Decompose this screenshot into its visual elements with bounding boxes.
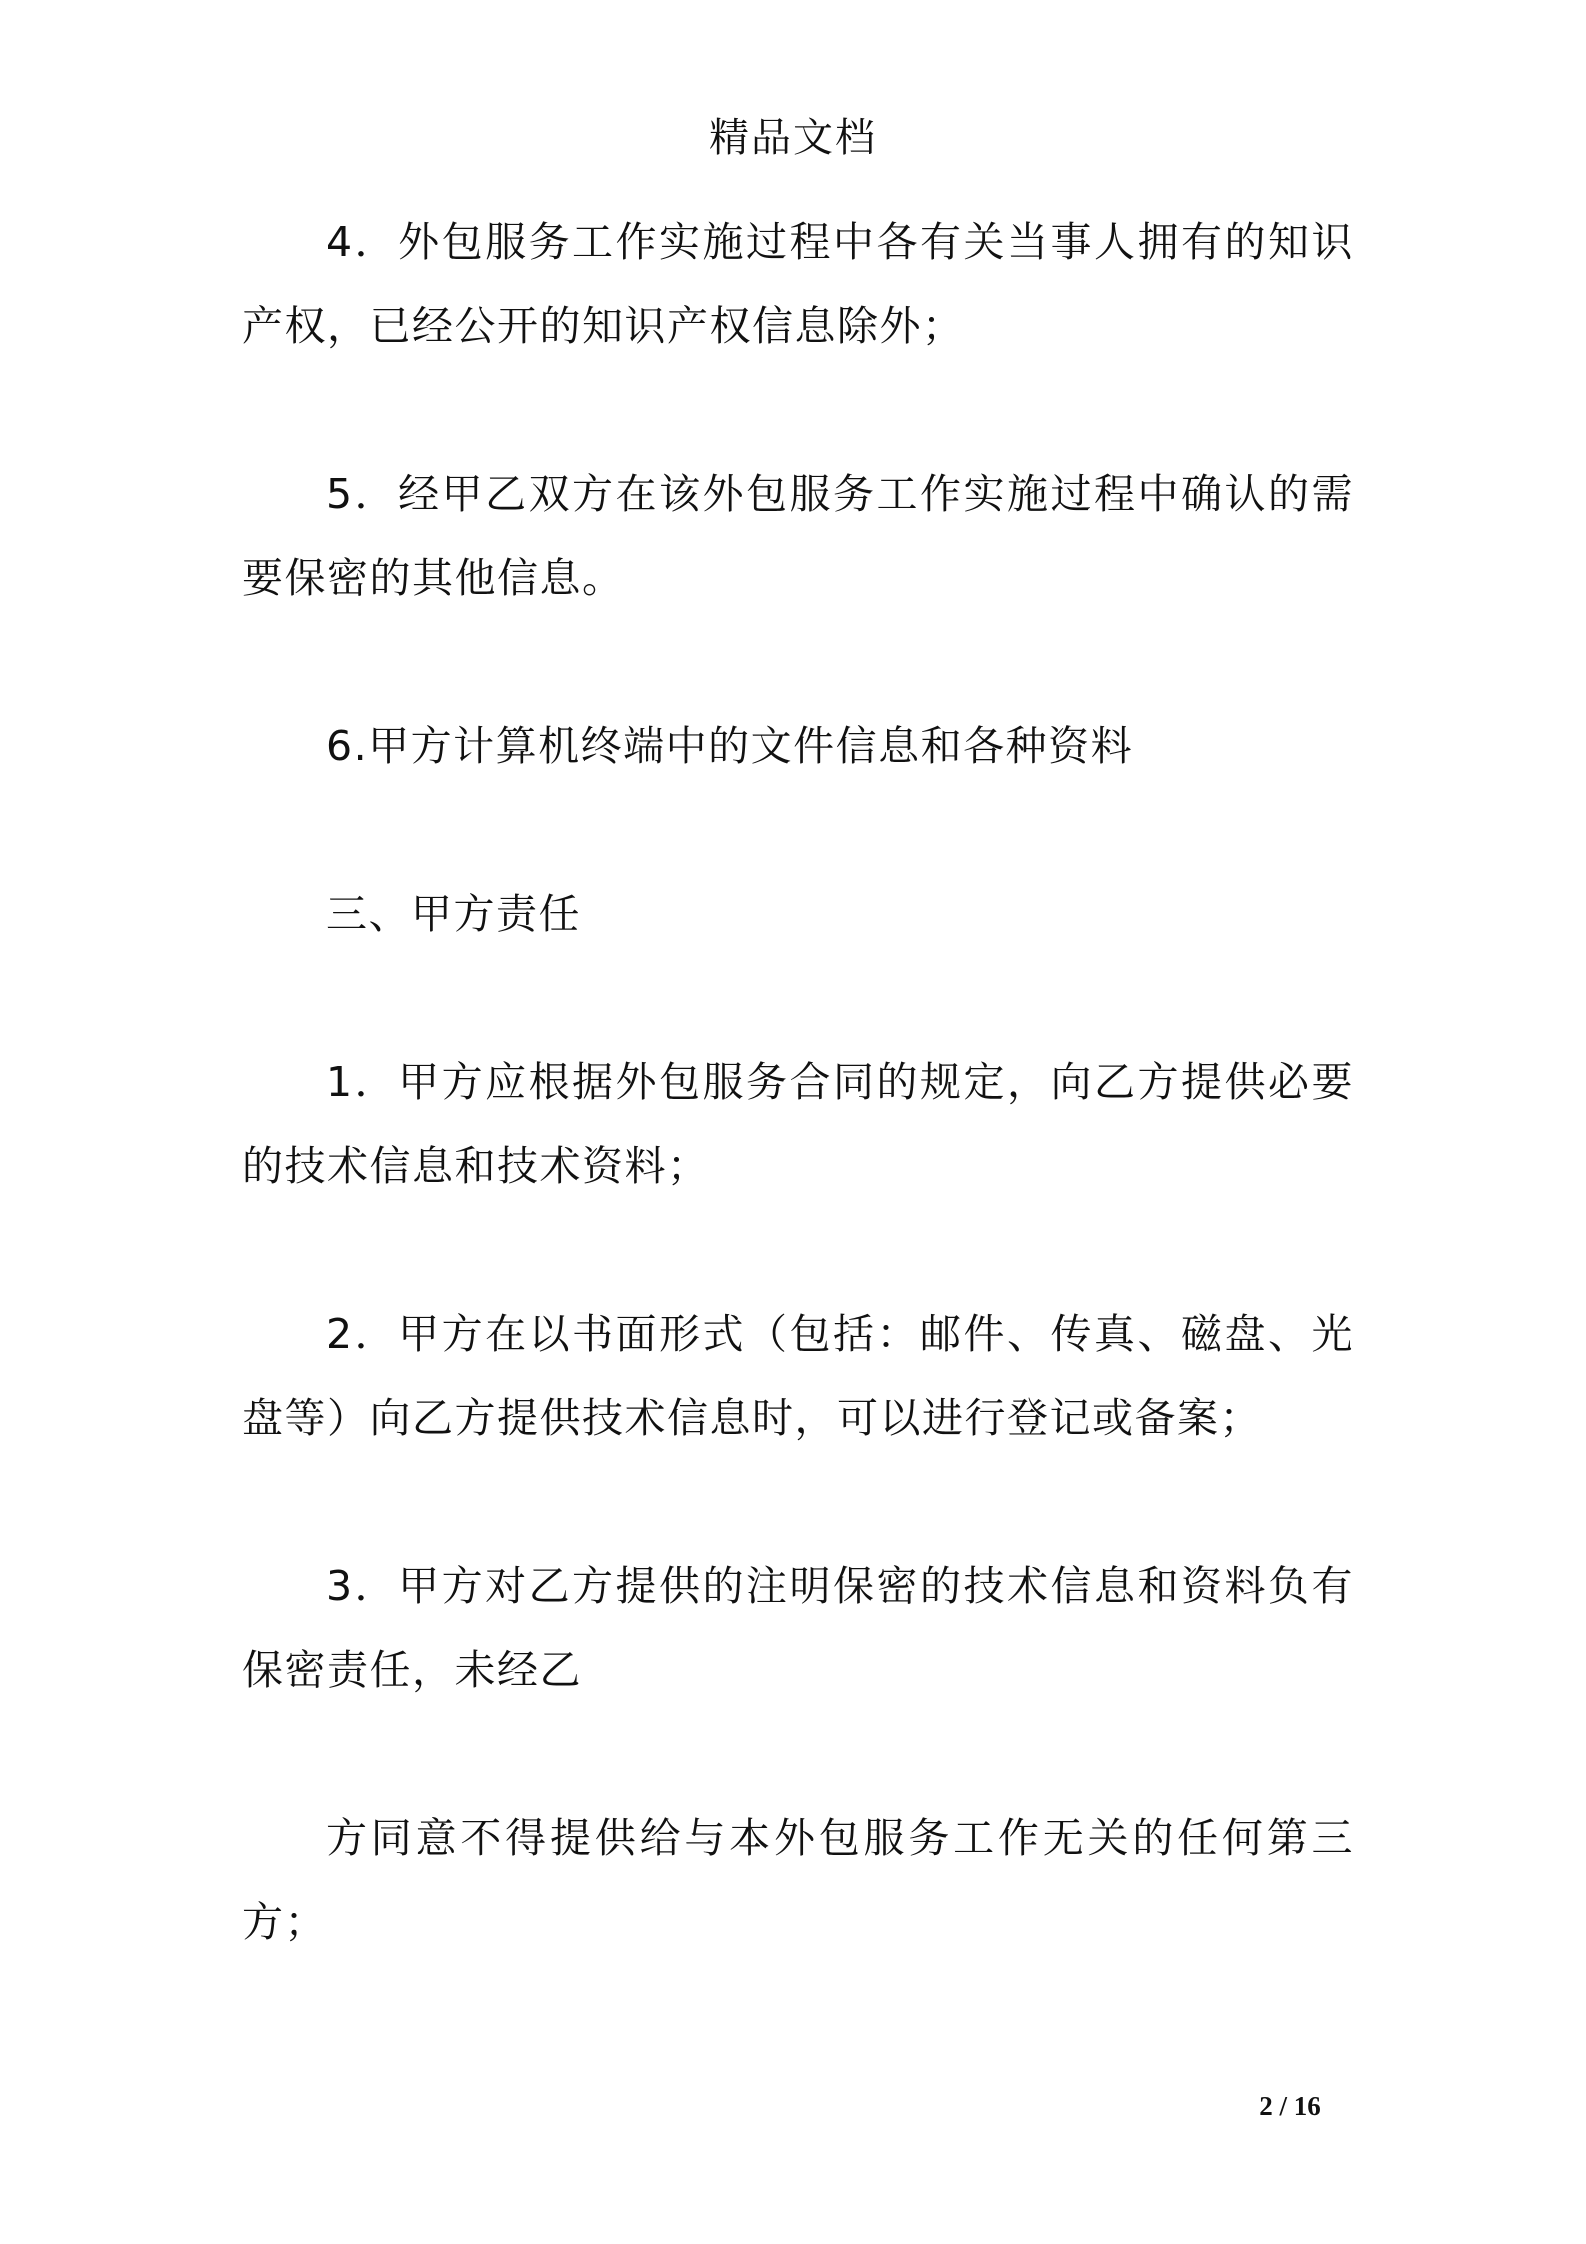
paragraph-duty-3: 3．甲方对乙方提供的注明保密的技术信息和资料负有保密责任，未经乙 xyxy=(242,1562,1354,1694)
paragraph-item-4: 4．外包服务工作实施过程中各有关当事人拥有的知识产权，已经公开的知识产权信息除外； xyxy=(242,218,1354,350)
paragraph-duty-3-continued: 方同意不得提供给与本外包服务工作无关的任何第三方； xyxy=(242,1814,1354,1946)
page-header-title: 精品文档 xyxy=(709,115,877,161)
paragraph-duty-1: 1．甲方应根据外包服务合同的规定，向乙方提供必要的技术信息和技术资料； xyxy=(242,1058,1354,1190)
section-heading: 三、甲方责任 xyxy=(326,890,581,938)
paragraph-item-6: 6.甲方计算机终端中的文件信息和各种资料 xyxy=(326,722,1134,770)
document-body xyxy=(242,200,1354,2048)
paragraph-item-5: 5．经甲乙双方在该外包服务工作实施过程中确认的需要保密的其他信息。 xyxy=(242,470,1354,602)
paragraph-duty-2: 2．甲方在以书面形式（包括：邮件、传真、磁盘、光盘等）向乙方提供技术信息时，可以进行登记或备案； xyxy=(242,1310,1354,1442)
page-number: 2 / 16 xyxy=(1259,2091,1321,2121)
